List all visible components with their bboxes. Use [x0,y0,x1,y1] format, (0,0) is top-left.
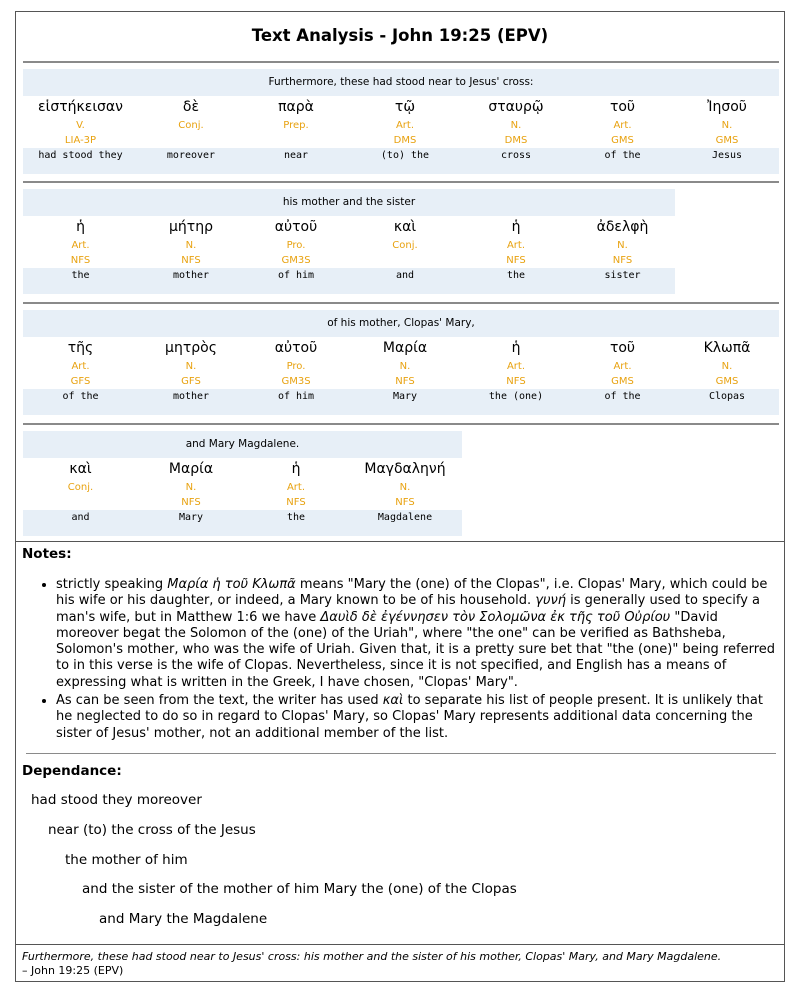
english-gloss: mother [138,268,244,294]
english-gloss: near [244,148,348,174]
part-of-speech: Art. [395,120,415,131]
english-gloss: the [244,510,348,536]
english-gloss: of him [244,389,348,415]
parsing-code: GMS [611,135,634,146]
greek-word: σταυρῷ [488,99,544,115]
verse-reference: – John 19:25 (EPV) [22,964,124,977]
part-of-speech: Conj. [67,482,94,493]
greek-word: καὶ [69,461,92,477]
dependance-heading: Dependance: [22,763,122,779]
greek-word: αὐτοῦ [274,219,318,235]
note-text: to separate his list of people present. It is unlikely that he neglected to do so in regard to Clopas' Mary, so Clopas' Mary represents additional data concerning the sister of Jesus' mother, not an additional member of the list. [56,693,763,741]
parsing-code: NFS [395,376,415,387]
part-of-speech: N. [185,482,197,493]
phrase-translation: his mother and the sister [23,189,675,216]
part-of-speech: Art. [71,361,90,372]
part-of-speech: N. [510,120,522,131]
phrase-divider [23,423,779,425]
greek-word: ἡ [76,219,85,235]
parsing-code: NFS [506,255,526,266]
parsing-code: DMS [393,135,417,146]
greek-word: ἡ [511,340,521,356]
greek-word: τῆς [67,340,94,356]
part-of-speech: Art. [506,240,526,251]
greek-word: τοῦ [609,340,636,356]
greek-word: εἱστήκεισαν [38,99,123,115]
word-column [570,216,675,281]
title-divider [23,61,779,63]
parsing-code: NFS [506,376,526,387]
greek-word: αὐτοῦ [274,340,318,356]
part-of-speech: Art. [71,240,90,251]
phrase-translation: Furthermore, these had stood near to Jesus' cross: [23,69,779,96]
part-of-speech: N. [617,240,628,251]
english-gloss: the [23,268,138,294]
parsing-code: GM3S [281,376,311,387]
part-of-speech: N. [185,240,197,251]
note-text: As can be seen from the text, the writer has used [56,693,383,709]
english-gloss: cross [462,148,570,174]
english-gloss: the [462,268,570,294]
greek-quote: καὶ [382,693,404,709]
english-gloss: (to) the [348,148,462,174]
parsing-code: GMS [611,376,634,387]
word-column [462,96,570,161]
english-gloss: Clopas [675,389,779,415]
greek-word: μητρὸς [165,340,217,356]
notes-heading: Notes: [22,546,72,562]
greek-word: Μαγδαληνή [364,461,446,477]
word-column [23,458,138,523]
word-column [23,96,138,161]
part-of-speech: Pro. [286,361,306,372]
dependance-line: the mother of him [65,852,188,868]
english-gloss: mother [138,389,244,415]
word-column [348,216,462,281]
parsing-code: NFS [181,255,201,266]
word-column [348,337,462,402]
parsing-code [23,495,138,510]
english-gloss: of the [570,148,675,174]
greek-word: Μαρία [168,461,214,477]
word-column [244,216,348,281]
dependance-line: and Mary the Magdalene [99,911,268,927]
word-column [348,96,462,161]
greek-word: μήτηρ [169,219,213,235]
phrase-translation: and Mary Magdalene. [23,431,462,458]
dependance-divider [26,753,776,754]
page-title: Text Analysis - John 19:25 (EPV) [251,26,549,45]
word-column [138,96,244,161]
part-of-speech: N. [399,482,411,493]
greek-word: τῷ [394,99,416,115]
note-item [56,693,781,742]
note-text: strictly speaking [56,577,168,592]
parsing-code [138,133,244,148]
english-gloss: the (one) [462,389,570,415]
parsing-code: NFS [395,497,415,508]
english-gloss: of the [570,389,675,415]
word-column [462,337,570,402]
greek-word: παρὰ [278,99,314,115]
note-item [56,577,781,691]
greek-quote: γυνή [535,593,566,609]
parsing-code: NFS [70,255,91,266]
word-column [23,337,138,402]
greek-word: Κλωπᾶ [703,340,751,356]
english-gloss: had stood they [23,148,138,174]
parsing-code: NFS [181,497,201,508]
word-column [570,337,675,402]
english-gloss: Magdalene [348,510,462,536]
greek-word: Ἰησοῦ [707,99,747,115]
note-text: means "Mary the (one) of the Clopas", i.e. Clopas' Mary, which could be his wife or his daughter, or indeed, a Mary known to be of his household. [56,577,768,609]
word-column [570,96,675,161]
parsing-code: NFS [286,497,306,508]
analysis-frame [15,11,785,982]
notes-divider [16,541,784,542]
parsing-code: GMS [715,376,739,387]
greek-quote: Δαυὶδ δὲ ἐγέννησεν τὸν Σολομῶνα ἐκ τῆς τοῦ Οὐρίου [320,609,671,625]
part-of-speech: N. [721,120,733,131]
footer-divider [16,944,784,945]
word-column [675,96,779,161]
part-of-speech: N. [721,361,733,372]
note-text: "David moreover begat the Solomon of the (one) of the Uriah", where "the one" can be verified as Bathsheba, Solomon's mother, who was the wife of Uriah. Given that, it is a pretty sure bet that "the (one)" being referred to in this verse is the wife of Clopas. Nevertheless, since it is not specified, and English has a means of expressing what is written in the Greek, I have chosen, "Clopas' Mary". [56,609,775,690]
word-column [138,216,244,281]
greek-word: ἀδελφὴ [596,219,649,235]
english-gloss: moreover [138,148,244,174]
word-column [675,337,779,402]
part-of-speech: Art. [286,482,306,493]
english-gloss: Jesus [675,148,779,174]
part-of-speech: Conj. [392,240,418,251]
dependance-line: and the sister of the mother of him Mary the (one) of the Clopas [82,881,517,897]
part-of-speech: N. [399,361,411,372]
greek-word: δὲ [182,99,200,115]
part-of-speech: Art. [506,361,526,372]
note-text: is generally used to specify a man's wife, but in Matthew 1:6 we have [56,593,760,625]
parsing-code: GMS [715,135,739,146]
english-gloss: Mary [348,389,462,415]
parsing-code [244,133,348,148]
english-gloss: Mary [138,510,244,536]
part-of-speech: Art. [613,120,632,131]
part-of-speech: N. [185,361,197,372]
greek-word: ἡ [291,461,301,477]
part-of-speech: Prep. [283,120,309,131]
verse-translation: Furthermore, these had stood near to Jesus' cross: his mother and the sister of his mother, Clopas' Mary, and Mary Magdalene. [22,950,722,963]
phrase-divider [23,302,779,304]
english-gloss: of him [244,268,348,294]
dependance-line: had stood they moreover [31,792,202,808]
parsing-code: DMS [504,135,528,146]
english-gloss: sister [570,268,675,294]
phrase-translation: of his mother, Clopas' Mary, [23,310,779,337]
word-column [138,337,244,402]
part-of-speech: Art. [613,361,632,372]
greek-word: Μαρία [382,340,428,356]
word-column [138,458,244,523]
phrase-divider [23,181,779,183]
parsing-code: GFS [181,376,201,387]
greek-quote: Μαρία ἡ τοῦ Κλωπᾶ [167,577,296,592]
part-of-speech: Pro. [286,240,306,251]
part-of-speech: V. [76,120,85,131]
english-gloss: and [348,268,462,294]
notes-list [56,577,781,744]
english-gloss: of the [23,389,138,415]
english-gloss: and [23,510,138,536]
greek-word: ἡ [511,219,521,235]
word-column [244,458,348,523]
word-column [348,458,462,523]
greek-word: καὶ [393,219,417,235]
word-column [462,216,570,281]
part-of-speech: Conj. [178,120,204,131]
parsing-code: LIA-3P [64,135,97,146]
parsing-code: GM3S [281,255,311,266]
word-column [244,337,348,402]
dependance-line: near (to) the cross of the Jesus [48,822,256,838]
parsing-code: NFS [612,255,633,266]
parsing-code [348,253,462,268]
word-column [23,216,138,281]
word-column [244,96,348,161]
parsing-code: GFS [70,376,91,387]
greek-word: τοῦ [609,99,636,115]
